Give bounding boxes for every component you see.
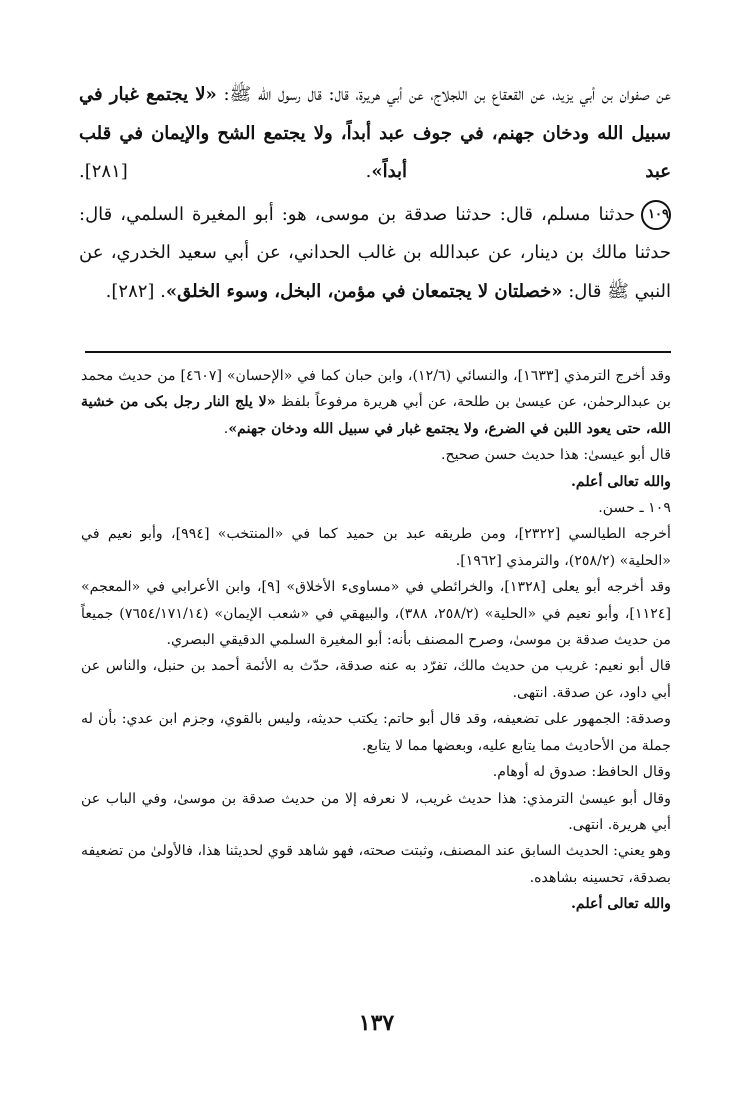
note-109-para-3: قال أبو نعيم: غريب من حديث مالك، تفرّد به عنه صدقة، حدّث به الأئمة أحمد بن حنبل، والناس عن أبي داود، عن صدقة. انتهى. [81,658,671,701]
page-number: ١٣٧ [358,1010,395,1036]
note-109-para-6: وقال أبو عيسىٰ الترمذي: هذا حديث غريب، لا نعرفه إلا من حديث صدقة بن موسىٰ، وفي الباب عن أبي هريرة. انتهى. [81,790,671,833]
hadith-number-badge: ١٠٩ [641,200,671,230]
note-109-para-7: وهو يعني: الحديث السابق عند المصنف، وثبتت صحته، فهو شاهد قوي لحديثنا هذا، فالأولىٰ من تضعيفه بصدقة، تحسينه بشاهده. [81,843,671,886]
hadith-281-ref: . [٢٨١]. [79,161,372,182]
hadith-282-ref: . [٢٨٢]. [105,280,166,302]
hadith-282-text: «خصلتان لا يجتمعان في مؤمن، البخل، وسوء الخلق» [165,280,563,302]
note-108-end: . [223,420,229,437]
main-line-2-intro: قال رسول الله ﷺ: [216,84,322,105]
main-paragraph-2 [79,196,671,312]
footnote-divider [85,351,671,353]
main-text [79,76,671,311]
note-108-takhrij [81,363,671,442]
closing-formula-2: والله تعالى أعلم. [570,896,671,913]
hadith-282-chain: حدثنا مسلم، قال: حدثنا صدقة بن موسى، هو: أبو المغيرة السلمي، قال: حدثنا مالك بن دينار، عن عبدالله بن غالب الحداني، عن أبي سعيد الخدري، عن النبي ﷺ قال: [79,203,671,302]
hadith-281-text: «لا يجتمع غبار في سبيل الله ودخان جهنم، في جوف عبد أبداً، ولا يجتمع الشح والإيمان في قلب عبد أبداً» [79,84,671,182]
footnotes [81,363,671,918]
main-paragraph-1 [79,76,671,192]
note-109-para-2: وقد أخرجه أبو يعلى [١٣٢٨]، والخرائطي في «مساوىء الأخلاق» [٩]، وابن الأعرابي في «المعجم» [١١٢٤]، وأبو نعيم في «الحلية» (٢٥٨/٢، ٣٨٨)، والبيهقي في «شعب الإيمان» (٧٦٥٤/١٧١/١٤) جميعاً من حديث صدقة بن موسىٰ، وصرح المصنف بأنه: أبو المغيرة السلمي الدقيقي البصري. [81,579,671,649]
main-line-1: عن صفوان بن أبي يزيد، عن القعقاع بن اللجلاج، عن أبي هريرة، قال: [328,84,671,105]
note-109-para-1: أخرجه الطيالسي [٢٣٢٢]، ومن طريقه عبد بن حميد كما في «المنتخب» [٩٩٤]، وأبو نعيم في «الحلية» (٢٥٨/٢)، والترمذي [١٩٦٢]. [81,526,671,569]
note-109-para-5: وقال الحافظ: صدوق له أوهام. [492,764,671,781]
note-108-grading: قال أبو عيسىٰ: هذا حديث حسن صحيح. [440,447,671,464]
note-108-quote: «لا يلج النار رجل بكى من خشية الله، حتى يعود اللبن في الضرع، ولا يجتمع غبار في سبيل الله ودخان جهنم» [81,394,671,437]
note-109-para-4: وصدقة: الجمهور على تضعيفه، وقد قال أبو حاتم: يكتب حديثه، وليس بالقوي، وجزم ابن عدي: بأن له جملة من الأحاديث مما يتابع عليه، وبعضها مما لا يتابع. [81,711,671,754]
closing-formula-1: والله تعالى أعلم. [570,473,671,490]
note-109-heading: ١٠٩ ـ حسن. [598,500,671,517]
note-108-text: وقد أخرج الترمذي [١٦٣٣]، والنسائي (١٢/٦)، وابن حبان كما في «الإحسان» [٤٦٠٧] من حديث محمد بن عبدالرحمٰن، عن عيسىٰ بن طلحة، عن أبي هريرة مرفوعاً بلفظ [81,368,672,411]
